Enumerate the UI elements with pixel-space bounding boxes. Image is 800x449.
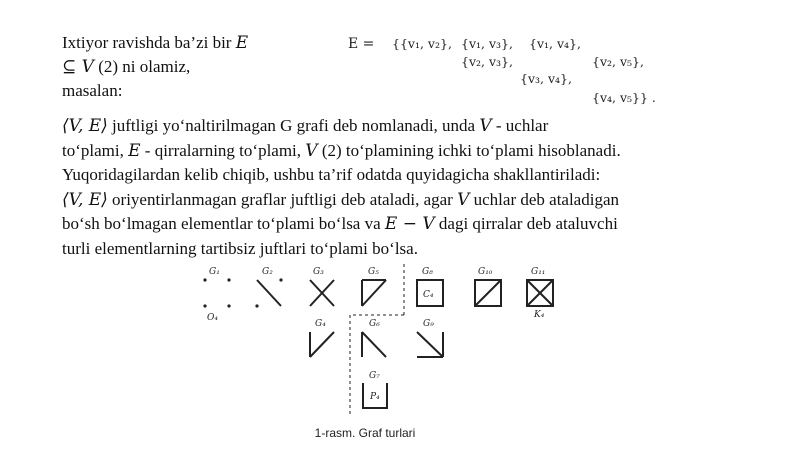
set-term-4: {v₂, v₃}, [461,54,513,69]
graph-types-figure [195,262,565,422]
label-g7: G₇ [369,371,380,381]
set-prefix: E = [348,36,375,52]
para-text: oriyentirlanmagan graflar juftligi deb ataladi, agar [107,189,458,209]
math-e-minus-v: E − V [384,214,435,234]
label-g10: G₁₀ [478,267,493,277]
label-c4: C₄ [423,290,434,300]
math-pair: ⟨V, E⟩ [62,189,108,210]
set-term-6: {v₃, v₄}, [520,71,572,86]
label-g8: G₈ [422,267,433,277]
edge [257,280,281,306]
para-text: to‘plami, [62,140,129,160]
para-text: dagi qirralar deb ataluvchi [434,214,618,233]
intro-line-1-math: E [235,33,249,53]
graph-g2 [255,278,282,307]
set-term-7: {v₄, v₅}} . [592,90,656,105]
para-text: juftligi yo‘naltirilmagan G grafi deb nomlanadi, unda [107,116,480,135]
vertex [255,304,258,307]
label-g11: G₁₁ [531,267,546,277]
math-v: V [479,116,492,136]
label-g2: G₂ [262,267,273,277]
para-line-5 [62,212,752,237]
definition-paragraph [62,114,752,261]
intro-line-2 [62,55,332,79]
vertex [227,304,230,307]
figure-caption: 1-rasm. Graf turlari [314,426,416,440]
graph-g9 [417,332,443,357]
label-p4: P₄ [370,392,380,402]
para-line-3: Yuqoridagilardan kelib chiqib, ushbu ta’rif odatda quyidagicha shakllantiriladi: [62,165,601,184]
graph-g4 [310,332,334,357]
label-g3: G₃ [313,267,324,277]
set-term-3: {v₁, v₄}, [529,36,581,51]
vertex [203,304,206,307]
intro-text [62,31,332,102]
label-g4: G₄ [315,319,326,329]
intro-line-2-text: (2) ni olamiz, [93,57,191,76]
edge [362,280,386,306]
intro-line-1 [62,31,332,55]
label-g9: G₉ [423,319,434,329]
label-k4: K₄ [534,310,545,320]
para-text: bo‘sh bo‘lmagan elementlar to‘plami bo‘lsa va [62,214,385,233]
label-g5: G₅ [368,267,379,277]
vertex [227,278,230,281]
set-term-1: {{v₁, v₂}, [392,36,452,51]
edge [475,280,501,306]
para-line-4 [62,188,752,213]
vertex [279,278,282,281]
graph-g6 [362,332,386,357]
math-pair: ⟨V, E⟩ [62,116,108,136]
label-o4: O₄ [207,313,218,323]
label-g6: G₆ [369,319,380,329]
edge [417,332,443,357]
intro-line-2-math: ⊆ V [62,57,94,77]
para-text: uchlar deb ataladigan [469,189,619,209]
graph-g3 [310,280,334,306]
graph-g1 [203,278,230,307]
para-text: (2) to‘plamining ichki to‘plami hisoblanadi. [317,140,621,160]
graph-g10 [475,280,501,306]
intro-line-1-text: Ixtiyor ravishda ba’zi bir [62,33,236,52]
para-line-1 [62,114,752,139]
para-line-6: turli elementlarning tartibsiz juftlari to‘plami bo‘lsa. [62,238,418,258]
graph-g11 [527,280,553,306]
math-v: V [305,140,318,161]
edge [362,332,386,357]
para-text: - uchlar [491,116,549,135]
set-term-2: {v₁, v₃}, [461,36,513,51]
para-line-2 [62,139,752,164]
intro-line-3: masalan: [62,81,123,100]
label-g1: G₁ [209,267,220,277]
math-e: E [128,140,141,161]
edge [310,332,334,357]
para-text: - qirralarning to‘plami, [140,140,306,160]
math-v: V [457,189,470,210]
edge-set-definition [348,34,678,114]
set-term-5: {v₂, v₅}, [592,54,644,69]
graph-g5 [362,280,386,306]
vertex [203,278,206,281]
